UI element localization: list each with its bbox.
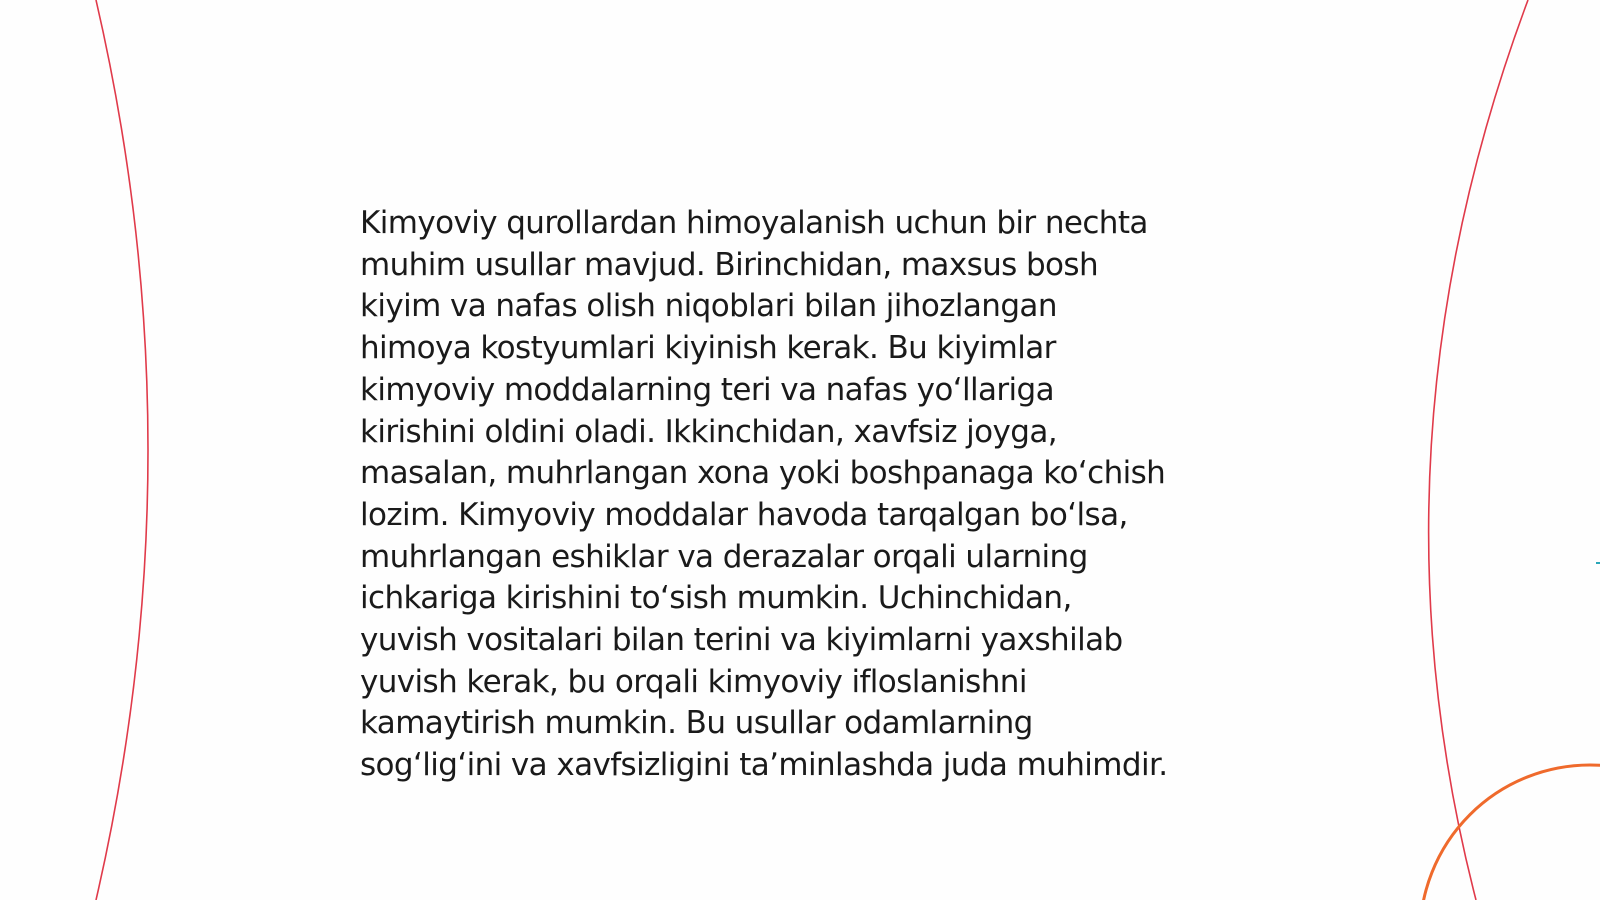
left-arc-curve	[96, 0, 148, 900]
corner-circle	[1420, 765, 1600, 900]
right-arc-curve	[1429, 0, 1528, 900]
slide-body-text: Kimyoviy qurollardan himoyalanish uchun bir nechta muhim usullar mavjud. Birinchidan, maxsus bosh kiyim va nafas olish niqoblari bilan jihozlangan himoya kostyumlari kiyinish kerak. Bu kiyimlar kimyoviy moddalarning teri va nafas yoʻllariga kirishini oldini oladi. Ikkinchidan, xavfsiz joyga, masalan, muhrlangan xona yoki boshpanaga koʻchish lozim. Kimyoviy moddalar havoda tarqalgan boʻlsa, muhrlangan eshiklar va derazalar orqali ularning ichkariga kirishini toʻsish mumkin. Uchinchidan, yuvish vositalari bilan terini va kiyimlarni yaxshilab yuvish kerak, bu orqali kimyoviy ifloslanishni kamaytirish mumkin. Bu usullar odamlarning sogʻligʻini va xavfsizligini taʼminlashda juda muhimdir.	[360, 205, 1168, 784]
